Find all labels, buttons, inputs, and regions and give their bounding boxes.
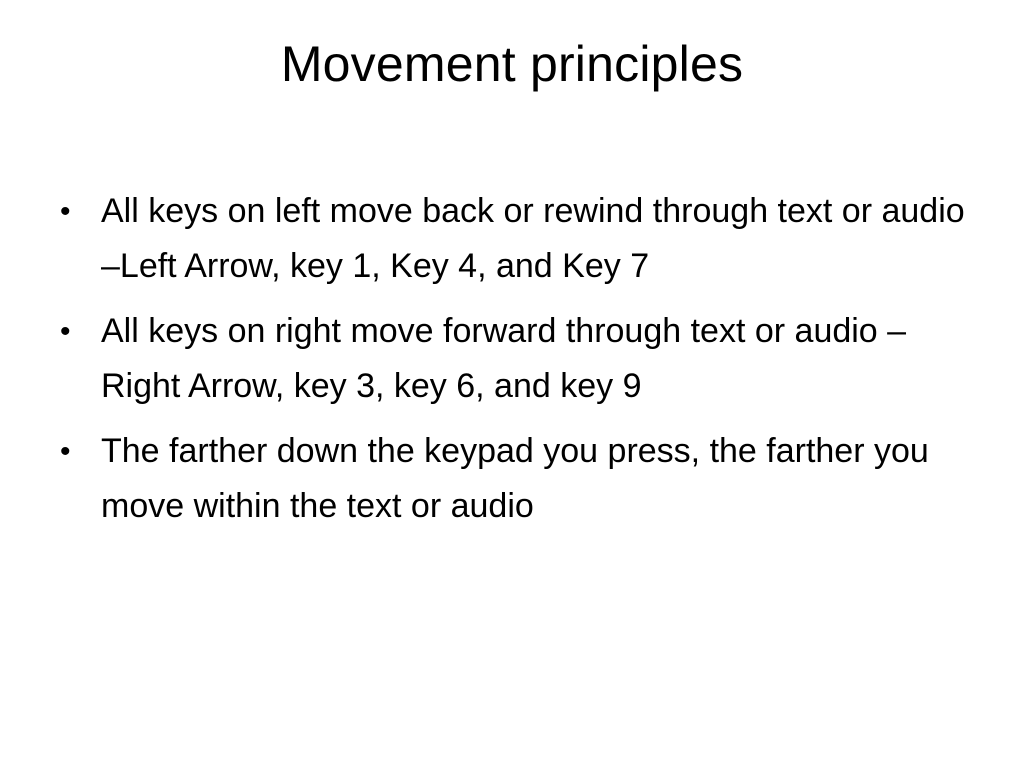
bullet-item (54, 424, 974, 534)
slide-title: Movement principles (280, 36, 744, 92)
bullet-icon: • (60, 315, 71, 348)
bullet-icon: • (60, 435, 71, 468)
bullet-list (54, 184, 974, 544)
bullet-item (54, 304, 974, 414)
bullet-item (54, 184, 974, 294)
bullet-text: All keys on right move forward through text or audio –Right Arrow, key 3, key 6, and key 9 (101, 312, 907, 405)
bullet-icon: • (60, 195, 71, 228)
bullet-text: All keys on left move back or rewind through text or audio –Left Arrow, key 1, Key 4, and Key 7 (101, 192, 965, 285)
bullet-text: The farther down the keypad you press, the farther you move within the text or audio (101, 432, 929, 525)
